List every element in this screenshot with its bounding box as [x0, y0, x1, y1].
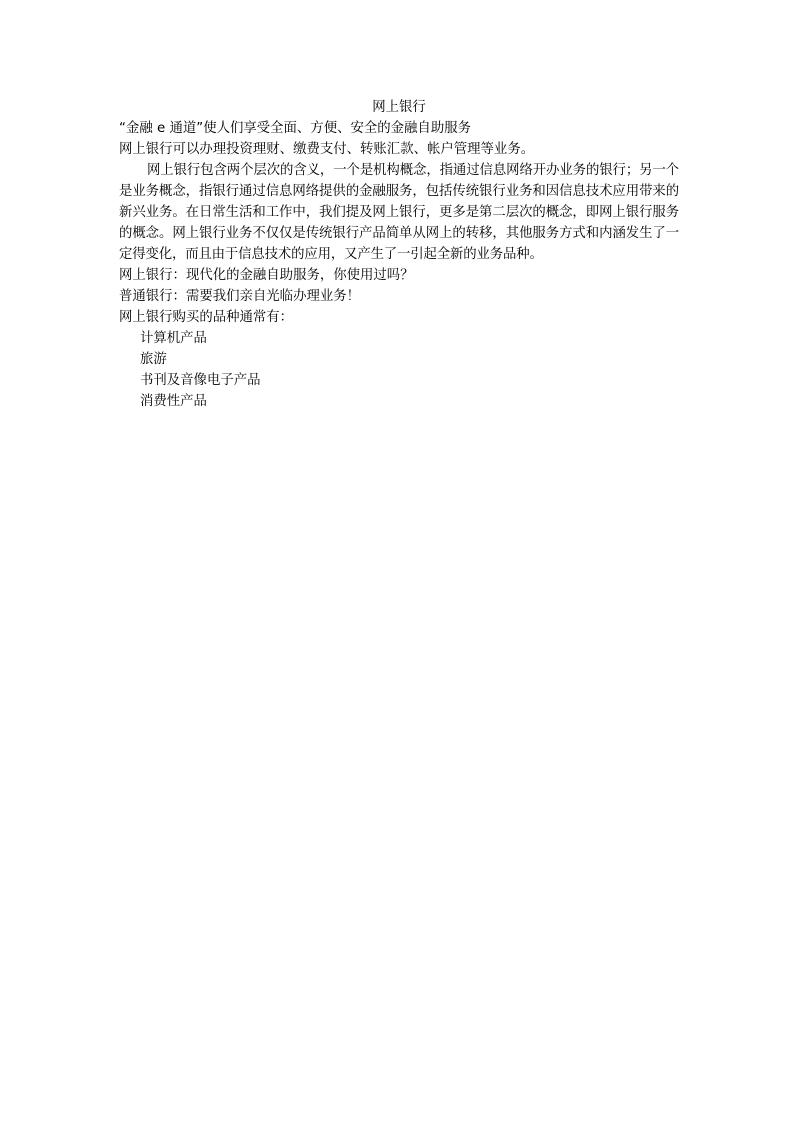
list-item: 计算机产品 [140, 331, 207, 346]
definition-paragraph: 网上银行包含两个层次的含义，一个是机构概念，指通过信息网络开办业务的银行；另一个是业务概念，指银行通过信息网络提供的金融服务，包括传统银行业务和因信息技术应用带来的新兴业务。在日常生活和工作中，我们提及网上银行，更多是第二层次的概念，即网上银行服务的概念。网上银行业务不仅仅是传统银行产品简单从网上的转移，其他服务方式和内涵发生了一定得变化，而且由于信息技术的应用，又产生了一引起全新的业务品种。 [119, 163, 679, 262]
document-page [119, 97, 679, 412]
products-list [119, 328, 679, 412]
list-item: 书刊及音像电子产品 [140, 373, 261, 388]
services-line: 网上银行可以办理投资理财、缴费支付、转账汇款、帐户管理等业务。 [119, 142, 535, 157]
slogan-line: “金融 e 通道”使人们享受全面、方便、安全的金融自助服务 [119, 121, 471, 136]
document-title: 网上银行 [372, 100, 426, 115]
list-item: 旅游 [140, 352, 167, 367]
list-item: 消费性产品 [140, 394, 207, 409]
online-bank-line: 网上银行：现代化的金融自助服务，你使用过吗？ [119, 268, 414, 283]
products-intro-line: 网上银行购买的品种通常有： [119, 310, 294, 325]
regular-bank-line: 普通银行：需要我们亲自光临办理业务！ [119, 289, 361, 304]
